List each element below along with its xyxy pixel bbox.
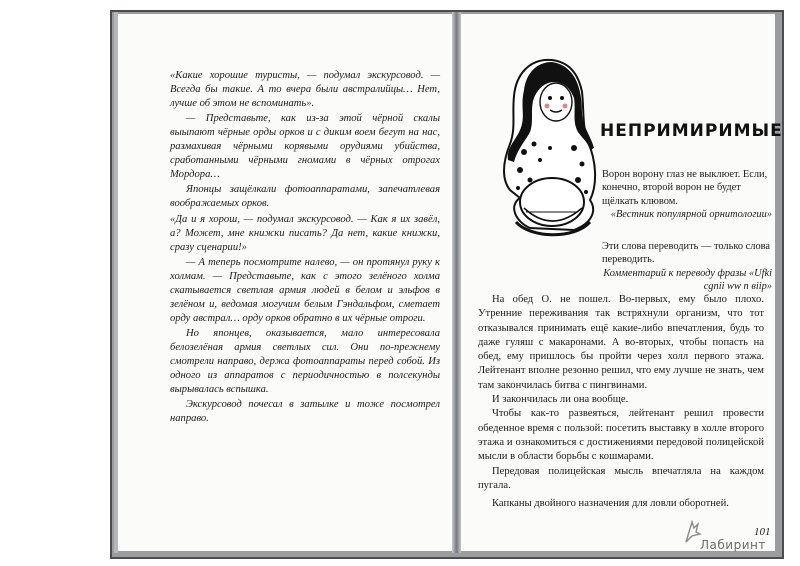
labyrinth-logo-icon [682, 518, 702, 544]
paragraph: «Какие хорошие туристы, — подумал экскурсовод. — Всегда бы такие. А то вчера были австралийцы… Нет, лучше об этом не вспоминать». [170, 70, 440, 110]
paragraph: И закончилась ли она вообще. [492, 394, 629, 406]
paragraph: Передовая полицейская мысль впечатляла на каждом пугала. [478, 465, 764, 491]
page-number: 101 [754, 526, 771, 538]
paragraph: Японцы защёлкали фотоаппаратами, запечатлевая воображаемых орков. [170, 183, 440, 209]
epigraph-source: «Вестник популярной орнитологии» [610, 209, 772, 221]
epigraph-text: Ворон ворону глаз не выклюет. Если, конечно, второй ворон не будет щёлкать клювом. [602, 169, 768, 207]
paragraph: Но японцев, оказывается, мало интересовала белозелёная армия светлых сил. Они по-прежнему смотрели направо, держа фотоаппараты перед собой. Из одного из аппаратов с периодичностью в полсекунды вырывалась вспышка. [170, 327, 440, 396]
paragraph: — А теперь посмотрите налево, — он протянул руку к холмам. — Представьте, как с этого зелёного холма скатывается светлая армия людей в белом и эльфов в зелёном и, ведомая могучим белым Гэндальфом, сметает орду австрал… орду орков обратно в их чёрные отроги. [170, 256, 440, 325]
paragraph: Чтобы как-то развеяться, лейтенант решил провести обеденное время с пользой: посетить выставку в холле второго этажа и ознакомиться с достижениями передовой полицейской мысли в области борьбы с кошмарами. [478, 408, 764, 463]
epigraph-source: Комментарий к переводу фразы «Ufki cgnii ww n віір» [603, 267, 772, 293]
book-gutter [452, 12, 461, 553]
paragraph: Экскурсовод почесал в затылке и тоже посмотрел направо. [170, 398, 440, 424]
epigraph [602, 168, 772, 222]
watermark: Лабиринт [700, 538, 766, 552]
epigraph-text: Эти слова переводить — только слова переводить. [602, 241, 771, 266]
epigraph [602, 240, 772, 294]
matryoshka-illustration [490, 52, 608, 242]
left-page-text [170, 69, 440, 426]
chapter-title: НЕПРИМИРИМЫЕ [600, 121, 783, 141]
paragraph: На обед О. не пошел. Во-первых, ему было плохо. Утренние переживания так встряхнули организм, что тот отказывался принимать ещё какие-либо впечатления, будь то даже гуляш с макаронами. А во-вторых, чтобы попасть на обед, ему пришлось бы пройти через холл первого этажа. Лейтенант вполне резонно решил, что ему лучше не знать, чем там закончилась битва с пингвинами. [478, 294, 764, 391]
paragraph: «Да и я хорош, — подумал экскурсовод. — Как я их завёл, а? Может, мне книжки писать? Да нет, какие книжки, сразу сценарии!» [170, 214, 440, 254]
right-page-text [478, 293, 764, 511]
paragraph: — Представьте, как из-за этой чёрной скалы выыпают чёрные орды орков и с диким воем бегут на нас, размахивая чёрными корявыми орудиями убийства, сработанными чёрными гномами в чёрных отрогах Мордора… [170, 112, 440, 181]
paragraph: Капканы двойного назначения для ловли оборотней. [492, 498, 729, 510]
